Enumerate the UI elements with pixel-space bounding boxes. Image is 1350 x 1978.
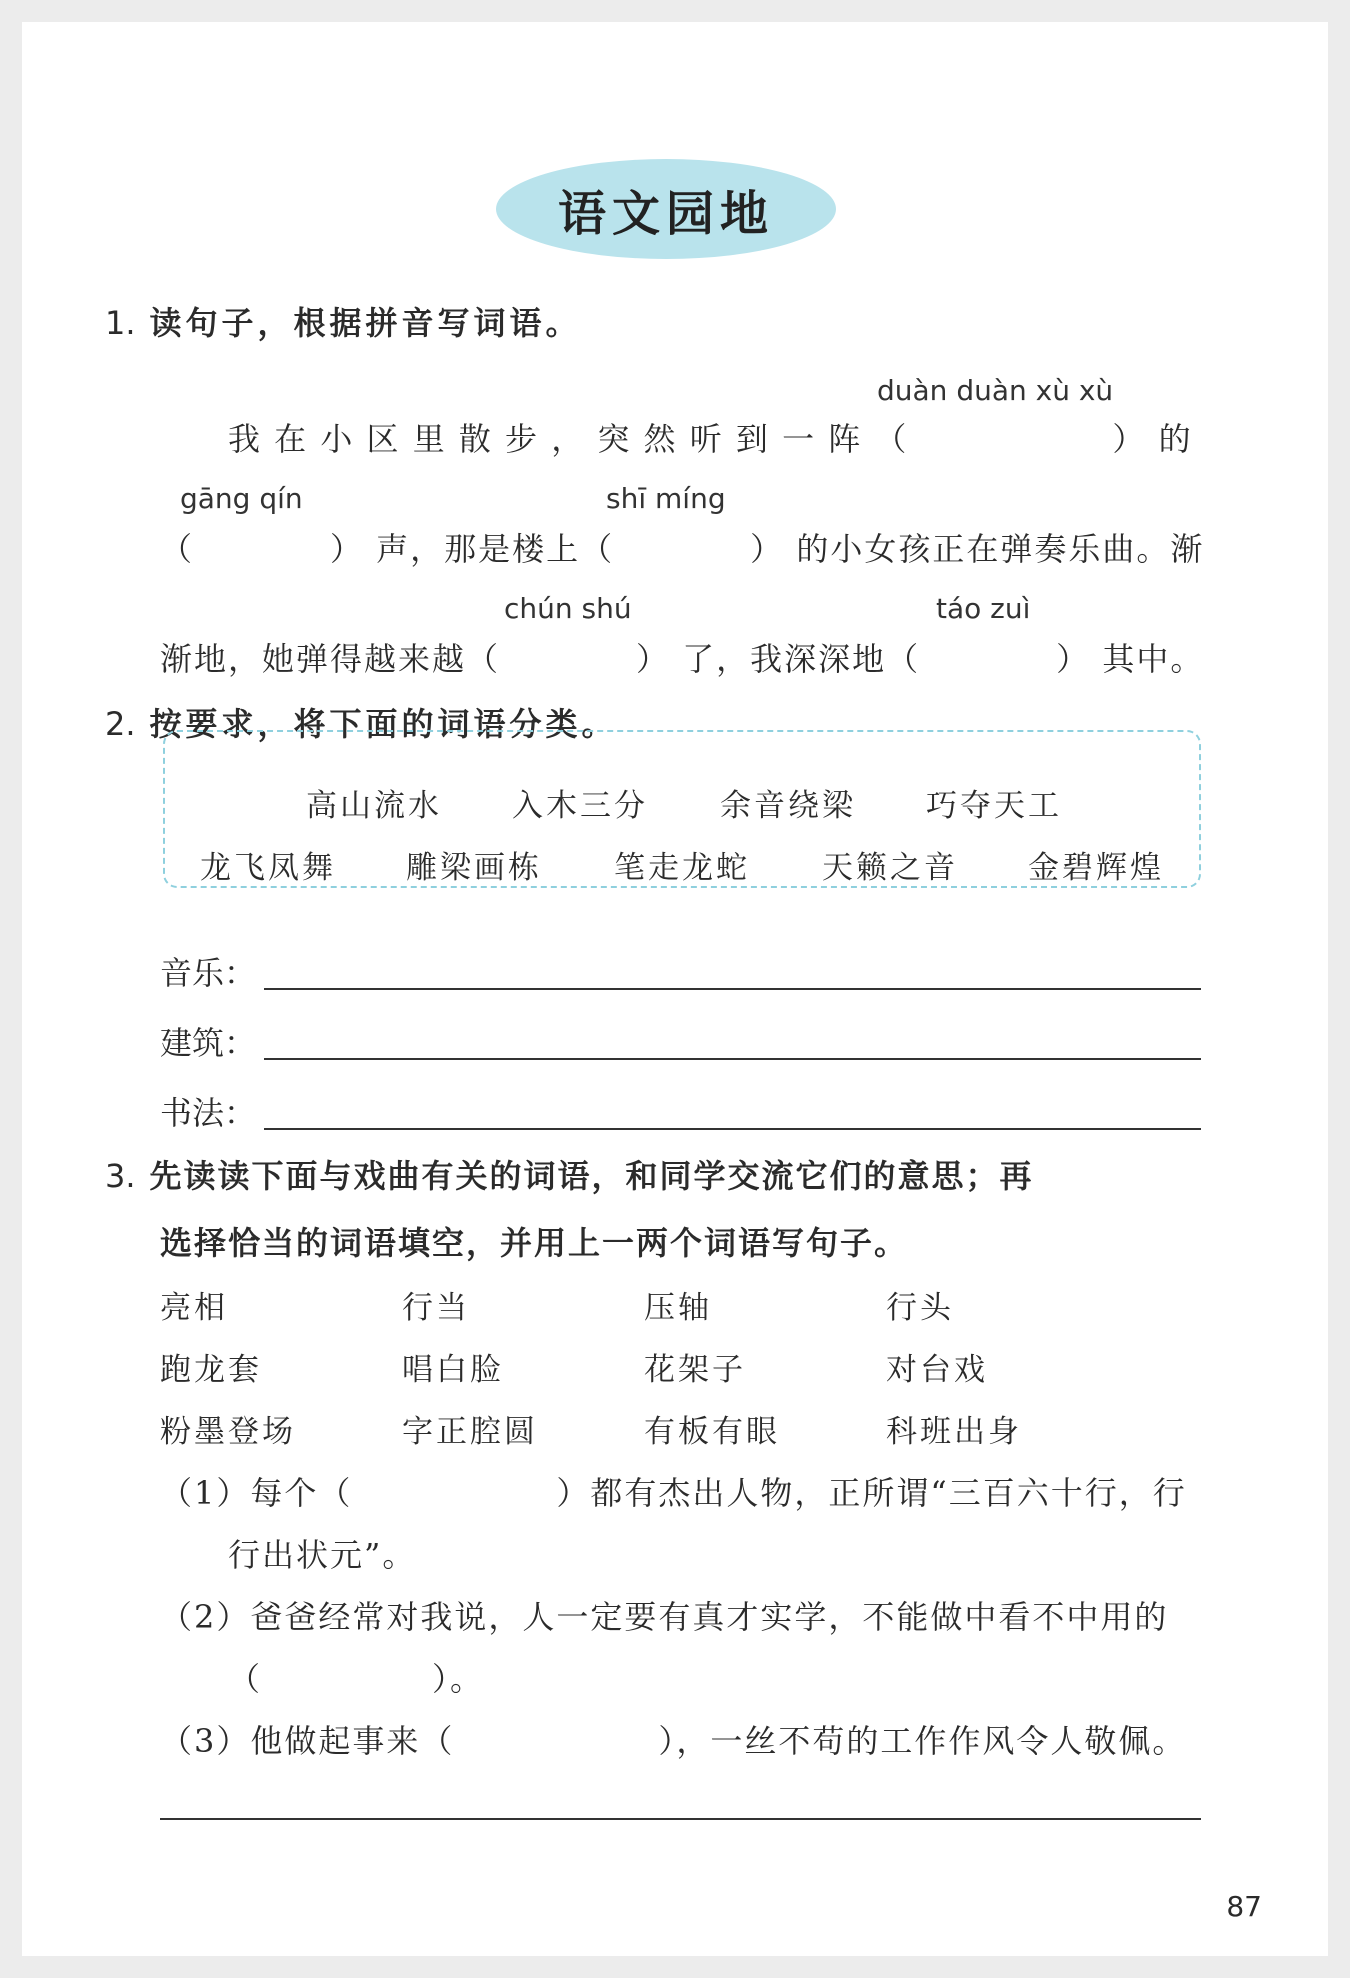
answer-line-architecture[interactable]	[264, 1058, 1201, 1060]
word-bank-item: 高山流水	[306, 788, 442, 824]
word-bank-item: 巧夺天工	[926, 788, 1062, 824]
title-banner	[496, 159, 836, 259]
word-bank-item: 龙飞凤舞	[200, 850, 336, 886]
opera-word: 跑龙套	[160, 1352, 262, 1388]
q3-heading-line-2: 选择恰当的词语填空，并用上一两个词语写句子。	[160, 1224, 909, 1262]
workbook-page	[22, 22, 1328, 1956]
opera-word: 粉墨登场	[160, 1414, 296, 1450]
word-bank-item: 金碧辉煌	[1028, 850, 1164, 886]
opera-word: 字正腔圆	[402, 1414, 538, 1450]
q3-item-3: （3）他做起事来（ ），一丝不苟的工作作风令人敬佩。	[160, 1722, 1187, 1760]
q3-item-2-cont: （ ）。	[228, 1660, 485, 1698]
q3-item-2: （2）爸爸经常对我说，人一定要有真才实学，不能做中看不中用的	[160, 1598, 1169, 1636]
page-number: 87	[1226, 1890, 1262, 1923]
q3-number: 3.	[105, 1157, 136, 1195]
q2-number: 2.	[105, 705, 136, 743]
word-bank-item: 入木三分	[512, 788, 648, 824]
category-calligraphy-label: 书法：	[160, 1094, 257, 1132]
q1-heading-text: 读句子，根据拼音写词语。	[149, 304, 582, 342]
word-bank-item: 笔走龙蛇	[614, 850, 750, 886]
answer-line-music[interactable]	[264, 988, 1201, 990]
opera-word: 行当	[402, 1290, 470, 1326]
category-music-label: 音乐：	[160, 954, 257, 992]
answer-line-calligraphy[interactable]	[264, 1128, 1201, 1130]
opera-word: 亮相	[160, 1290, 228, 1326]
opera-word: 有板有眼	[644, 1414, 780, 1450]
category-architecture-label: 建筑：	[160, 1024, 257, 1062]
sentence-writing-line[interactable]	[160, 1818, 1201, 1820]
opera-word: 行头	[886, 1290, 954, 1326]
q1-heading	[105, 298, 582, 344]
q1-number: 1.	[105, 304, 136, 342]
q3-item-1-cont: 行出状元”。	[228, 1536, 417, 1574]
word-bank-item: 余音绕梁	[720, 788, 856, 824]
word-bank-item: 雕梁画栋	[406, 850, 542, 886]
q3-item-1: （1）每个（ ）都有杰出人物，正所谓“三百六十行，行	[160, 1474, 1187, 1512]
q2-heading-text: 按要求，将下面的词语分类。	[149, 705, 618, 743]
pinyin-3: shī míng	[606, 482, 726, 515]
opera-word: 压轴	[644, 1290, 712, 1326]
pinyin-2: gāng qín	[180, 482, 303, 515]
pinyin-4: chún shú	[504, 592, 632, 625]
q1-line-1: 我 在 小 区 里 散 步 ， 突 然 听 到 一 阵 （ ） 的	[228, 420, 1193, 458]
q1-line-3: 渐地，她弹得越来越（ ） 了，我深深地（ ） 其中。	[160, 640, 1205, 678]
word-bank-item: 天籁之音	[822, 850, 958, 886]
page-title: 语文园地	[557, 186, 774, 242]
pinyin-1: duàn duàn xù xù	[877, 374, 1114, 407]
pinyin-5: táo zuì	[936, 592, 1031, 625]
opera-word: 对台戏	[886, 1352, 988, 1388]
q3-heading-line-1: 先读读下面与戏曲有关的词语，和同学交流它们的意思；再	[149, 1157, 1034, 1195]
opera-word: 花架子	[644, 1352, 746, 1388]
q3-heading	[105, 1151, 1034, 1197]
q1-line-2: （ ） 声，那是楼上（ ） 的小女孩正在弹奏乐曲。渐	[160, 530, 1205, 568]
opera-word: 唱白脸	[402, 1352, 504, 1388]
opera-word: 科班出身	[886, 1414, 1022, 1450]
